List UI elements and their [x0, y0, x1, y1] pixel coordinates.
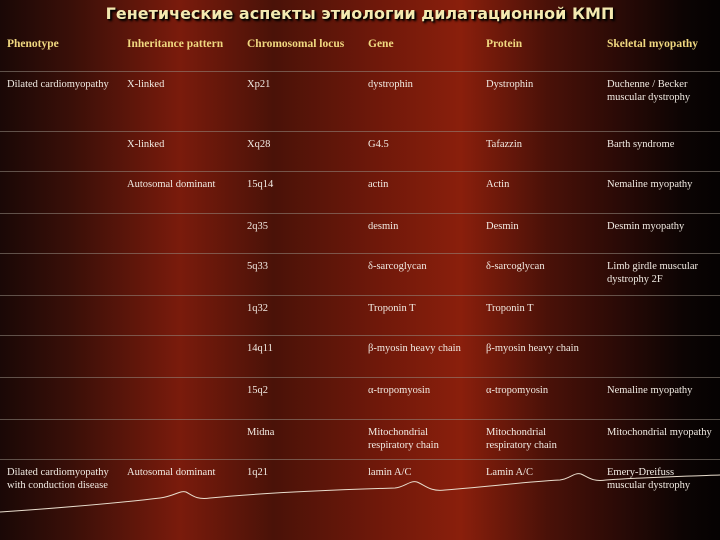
table-body	[0, 72, 720, 526]
cell-locus: 1q32	[247, 303, 268, 314]
cell-locus: 1q21	[247, 467, 268, 478]
table-row	[0, 336, 720, 378]
cell-phenotype	[0, 296, 120, 335]
cell-myopathy: Desmin myopathy	[607, 221, 685, 232]
table-row	[0, 172, 720, 214]
cell-protein: δ-sarcoglycan	[486, 261, 545, 272]
table-row	[0, 72, 720, 132]
cell-protein: Tafazzin	[486, 139, 522, 150]
cell-phenotype	[0, 172, 120, 213]
table-row	[0, 214, 720, 254]
cell-phenotype	[0, 214, 120, 253]
cell-protein: Mitochondrial respiratory chain	[486, 427, 557, 451]
cell-inheritance	[120, 420, 240, 459]
cell-locus: Midna	[247, 427, 275, 438]
cell-myopathy	[600, 296, 720, 335]
cell-protein: Dystrophin	[486, 79, 534, 90]
cell-myopathy	[600, 336, 720, 377]
cell-inheritance: X-linked	[127, 139, 165, 150]
cell-inheritance	[120, 296, 240, 335]
cell-locus: 14q11	[247, 343, 273, 354]
cell-myopathy: Mitochondrial myopathy	[607, 427, 712, 438]
table-row	[0, 420, 720, 460]
cell-phenotype	[0, 336, 120, 377]
cell-protein: Actin	[486, 179, 510, 190]
cell-phenotype: Dilated cardiomyopathy with conduction disease	[7, 467, 109, 491]
cell-myopathy: Limb girdle muscular dystrophy 2F	[607, 261, 698, 285]
header-myopathy: Skeletal myopathy	[607, 38, 699, 50]
cell-gene: dystrophin	[368, 79, 413, 90]
cell-gene: δ-sarcoglycan	[368, 261, 427, 272]
cell-protein: Desmin	[486, 221, 519, 232]
cell-gene: β-myosin heavy chain	[368, 343, 461, 354]
cell-protein: Troponin T	[486, 303, 534, 314]
table-row	[0, 296, 720, 336]
header-inheritance: Inheritance pattern	[127, 38, 224, 50]
cell-myopathy: Emery-Dreifuss muscular dystrophy	[607, 467, 691, 491]
cell-myopathy: Duchenne / Becker muscular dystrophy	[607, 79, 691, 103]
cell-inheritance: X-linked	[127, 79, 165, 90]
cell-inheritance: Autosomal dominant	[127, 179, 216, 190]
cell-myopathy: Barth syndrome	[607, 139, 675, 150]
cell-phenotype	[0, 132, 120, 171]
genetics-table	[0, 30, 720, 526]
table-row	[0, 254, 720, 296]
cell-phenotype	[0, 378, 120, 419]
cell-gene: actin	[368, 179, 389, 190]
header-gene: Gene	[368, 38, 394, 50]
decorative-wave-line	[0, 468, 720, 528]
cell-gene: Troponin T	[368, 303, 416, 314]
cell-locus: 5q33	[247, 261, 268, 272]
cell-phenotype	[0, 254, 120, 295]
header-protein: Protein	[486, 38, 523, 50]
cell-gene: Mitochondrial respiratory chain	[368, 427, 439, 451]
cell-inheritance	[120, 254, 240, 295]
cell-locus: Xq28	[247, 139, 271, 150]
cell-inheritance: Autosomal dominant	[127, 467, 216, 478]
cell-inheritance	[120, 378, 240, 419]
cell-phenotype	[0, 420, 120, 459]
table-row	[0, 132, 720, 172]
cell-locus: 15q2	[247, 385, 268, 396]
cell-gene: G4.5	[368, 139, 389, 150]
cell-protein: β-myosin heavy chain	[486, 343, 579, 354]
cell-protein: Lamin A/C	[486, 467, 533, 478]
cell-locus: 2q35	[247, 221, 268, 232]
header-phenotype: Phenotype	[7, 38, 59, 50]
cell-gene: α-tropomyosin	[368, 385, 431, 396]
cell-gene: lamin A/C	[368, 467, 412, 478]
cell-myopathy: Nemaline myopathy	[607, 179, 693, 190]
cell-locus: 15q14	[247, 179, 274, 190]
cell-myopathy: Nemaline myopathy	[607, 385, 693, 396]
cell-locus: Xp21	[247, 79, 271, 90]
cell-inheritance	[120, 214, 240, 253]
cell-phenotype: Dilated cardiomyopathy	[7, 79, 109, 90]
cell-gene: desmin	[368, 221, 399, 232]
cell-protein: α-tropomyosin	[486, 385, 549, 396]
table-header-row	[0, 30, 720, 72]
header-locus: Chromosomal locus	[247, 38, 345, 50]
cell-inheritance	[120, 336, 240, 377]
table-row	[0, 378, 720, 420]
slide-title: Генетические аспекты этиологии дилатационной КМП	[105, 4, 615, 23]
